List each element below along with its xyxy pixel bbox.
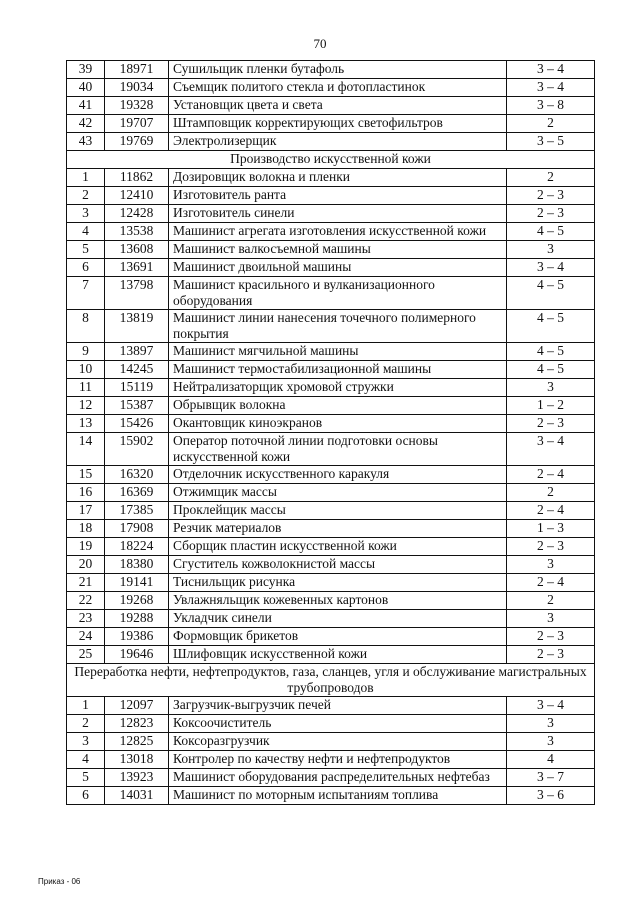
row-number: 4 [67, 223, 105, 241]
grade-range: 3 [507, 610, 595, 628]
table-row [67, 574, 595, 592]
table-row [67, 79, 595, 97]
professions-table [66, 60, 595, 805]
profession-name: Увлажняльщик кожевенных картонов [169, 592, 507, 610]
row-number: 10 [67, 361, 105, 379]
row-number: 43 [67, 133, 105, 151]
row-number: 16 [67, 484, 105, 502]
table-row [67, 61, 595, 79]
grade-range: 3 – 4 [507, 433, 595, 466]
profession-name: Оператор поточной линии подготовки основы искусственной кожи [169, 433, 507, 466]
profession-code: 13608 [105, 241, 169, 259]
table-row [67, 592, 595, 610]
row-number: 24 [67, 628, 105, 646]
row-number: 23 [67, 610, 105, 628]
table-row [67, 733, 595, 751]
profession-name: Коксоразгрузчик [169, 733, 507, 751]
grade-range: 3 [507, 241, 595, 259]
table-row [67, 538, 595, 556]
profession-code: 12428 [105, 205, 169, 223]
grade-range: 2 – 3 [507, 205, 595, 223]
row-number: 7 [67, 277, 105, 310]
grade-range: 3 – 8 [507, 97, 595, 115]
row-number: 12 [67, 397, 105, 415]
grade-range: 4 – 5 [507, 310, 595, 343]
profession-code: 19288 [105, 610, 169, 628]
table-row [67, 466, 595, 484]
row-number: 6 [67, 787, 105, 805]
profession-name: Машинист валкосъемной машины [169, 241, 507, 259]
row-number: 22 [67, 592, 105, 610]
table-row [67, 115, 595, 133]
row-number: 20 [67, 556, 105, 574]
profession-code: 13819 [105, 310, 169, 343]
row-number: 4 [67, 751, 105, 769]
grade-range: 3 [507, 379, 595, 397]
row-number: 17 [67, 502, 105, 520]
grade-range: 2 [507, 484, 595, 502]
table-row [67, 628, 595, 646]
row-number: 3 [67, 205, 105, 223]
grade-range: 3 – 4 [507, 697, 595, 715]
row-number: 1 [67, 169, 105, 187]
grade-range: 2 [507, 115, 595, 133]
profession-name: Изготовитель ранта [169, 187, 507, 205]
section-title: Производство искусственной кожи [67, 151, 595, 169]
profession-code: 19328 [105, 97, 169, 115]
profession-name: Окантовщик киноэкранов [169, 415, 507, 433]
grade-range: 2 – 4 [507, 466, 595, 484]
table-row [67, 715, 595, 733]
profession-code: 14031 [105, 787, 169, 805]
row-number: 11 [67, 379, 105, 397]
grade-range: 2 – 3 [507, 415, 595, 433]
row-number: 9 [67, 343, 105, 361]
profession-name: Контролер по качеству нефти и нефтепродуктов [169, 751, 507, 769]
table-row [67, 361, 595, 379]
profession-name: Машинист оборудования распределительных нефтебаз [169, 769, 507, 787]
profession-name: Обрывщик волокна [169, 397, 507, 415]
profession-name: Сгуститель кожволокнистой массы [169, 556, 507, 574]
profession-code: 16320 [105, 466, 169, 484]
row-number: 8 [67, 310, 105, 343]
profession-code: 13538 [105, 223, 169, 241]
table-row [67, 520, 595, 538]
profession-code: 19769 [105, 133, 169, 151]
profession-code: 17385 [105, 502, 169, 520]
grade-range: 3 – 7 [507, 769, 595, 787]
profession-code: 19034 [105, 79, 169, 97]
grade-range: 3 – 6 [507, 787, 595, 805]
table-row [67, 187, 595, 205]
profession-code: 12823 [105, 715, 169, 733]
table-row [67, 343, 595, 361]
profession-name: Шлифовщик искусственной кожи [169, 646, 507, 664]
table-row [67, 241, 595, 259]
profession-name: Штамповщик корректирующих светофильтров [169, 115, 507, 133]
profession-code: 13897 [105, 343, 169, 361]
profession-name: Изготовитель синели [169, 205, 507, 223]
profession-name: Машинист мягчильной машины [169, 343, 507, 361]
grade-range: 3 [507, 715, 595, 733]
grade-range: 2 – 3 [507, 646, 595, 664]
profession-code: 12825 [105, 733, 169, 751]
profession-name: Съемщик политого стекла и фотопластинок [169, 79, 507, 97]
section-header-row [67, 664, 595, 697]
profession-code: 18380 [105, 556, 169, 574]
row-number: 6 [67, 259, 105, 277]
table-row [67, 169, 595, 187]
profession-code: 13923 [105, 769, 169, 787]
table-row [67, 610, 595, 628]
grade-range: 1 – 3 [507, 520, 595, 538]
profession-code: 15119 [105, 379, 169, 397]
grade-range: 4 – 5 [507, 277, 595, 310]
profession-name: Машинист термостабилизационной машины [169, 361, 507, 379]
row-number: 13 [67, 415, 105, 433]
profession-code: 16369 [105, 484, 169, 502]
row-number: 18 [67, 520, 105, 538]
profession-code: 13691 [105, 259, 169, 277]
row-number: 5 [67, 769, 105, 787]
table-row [67, 97, 595, 115]
profession-code: 18971 [105, 61, 169, 79]
profession-name: Нейтрализаторщик хромовой стружки [169, 379, 507, 397]
profession-name: Сушильщик пленки бутафоль [169, 61, 507, 79]
table-row [67, 259, 595, 277]
profession-code: 13018 [105, 751, 169, 769]
table-row [67, 379, 595, 397]
row-number: 5 [67, 241, 105, 259]
table-row [67, 133, 595, 151]
row-number: 2 [67, 715, 105, 733]
grade-range: 2 – 4 [507, 574, 595, 592]
grade-range: 3 – 4 [507, 79, 595, 97]
table-row [67, 433, 595, 466]
grade-range: 4 – 5 [507, 343, 595, 361]
row-number: 3 [67, 733, 105, 751]
profession-code: 19707 [105, 115, 169, 133]
table-row [67, 502, 595, 520]
grade-range: 4 [507, 751, 595, 769]
row-number: 15 [67, 466, 105, 484]
profession-name: Машинист двоильной машины [169, 259, 507, 277]
row-number: 42 [67, 115, 105, 133]
row-number: 25 [67, 646, 105, 664]
table-row [67, 751, 595, 769]
profession-name: Машинист красильного и вулканизационного оборудования [169, 277, 507, 310]
table-row [67, 697, 595, 715]
grade-range: 4 – 5 [507, 361, 595, 379]
section-header-row [67, 151, 595, 169]
table-row [67, 277, 595, 310]
profession-name: Коксоочиститель [169, 715, 507, 733]
profession-name: Загрузчик-выгрузчик печей [169, 697, 507, 715]
row-number: 1 [67, 697, 105, 715]
grade-range: 2 – 3 [507, 538, 595, 556]
profession-code: 19141 [105, 574, 169, 592]
profession-code: 19646 [105, 646, 169, 664]
grade-range: 3 – 5 [507, 133, 595, 151]
grade-range: 2 [507, 169, 595, 187]
grade-range: 3 [507, 556, 595, 574]
grade-range: 4 – 5 [507, 223, 595, 241]
profession-name: Дозировщик волокна и пленки [169, 169, 507, 187]
grade-range: 3 – 4 [507, 61, 595, 79]
profession-name: Отделочник искусственного каракуля [169, 466, 507, 484]
table-row [67, 484, 595, 502]
table-row [67, 415, 595, 433]
profession-code: 15387 [105, 397, 169, 415]
profession-name: Сборщик пластин искусственной кожи [169, 538, 507, 556]
row-number: 2 [67, 187, 105, 205]
row-number: 14 [67, 433, 105, 466]
profession-name: Формовщик брикетов [169, 628, 507, 646]
section-title: Переработка нефти, нефтепродуктов, газа, сланцев, угля и обслуживание магистральных трубопроводов [67, 664, 595, 697]
profession-name: Резчик материалов [169, 520, 507, 538]
profession-code: 14245 [105, 361, 169, 379]
profession-name: Машинист агрегата изготовления искусственной кожи [169, 223, 507, 241]
grade-range: 2 – 4 [507, 502, 595, 520]
profession-code: 17908 [105, 520, 169, 538]
table-row [67, 310, 595, 343]
grade-range: 2 [507, 592, 595, 610]
table-row [67, 556, 595, 574]
profession-code: 19268 [105, 592, 169, 610]
profession-code: 15902 [105, 433, 169, 466]
profession-name: Отжимщик массы [169, 484, 507, 502]
table-row [67, 205, 595, 223]
profession-code: 13798 [105, 277, 169, 310]
profession-name: Электролизерщик [169, 133, 507, 151]
table-body [67, 61, 595, 805]
row-number: 41 [67, 97, 105, 115]
grade-range: 3 – 4 [507, 259, 595, 277]
profession-code: 15426 [105, 415, 169, 433]
profession-name: Проклейщик массы [169, 502, 507, 520]
row-number: 40 [67, 79, 105, 97]
grade-range: 2 – 3 [507, 187, 595, 205]
table-row [67, 223, 595, 241]
profession-name: Машинист линии нанесения точечного полимерного покрытия [169, 310, 507, 343]
profession-code: 19386 [105, 628, 169, 646]
table-row [67, 397, 595, 415]
profession-name: Машинист по моторным испытаниям топлива [169, 787, 507, 805]
grade-range: 2 – 3 [507, 628, 595, 646]
profession-code: 12410 [105, 187, 169, 205]
profession-code: 11862 [105, 169, 169, 187]
profession-name: Установщик цвета и света [169, 97, 507, 115]
profession-name: Укладчик синели [169, 610, 507, 628]
table-row [67, 646, 595, 664]
grade-range: 3 [507, 733, 595, 751]
row-number: 21 [67, 574, 105, 592]
grade-range: 1 – 2 [507, 397, 595, 415]
profession-name: Тиснильщик рисунка [169, 574, 507, 592]
row-number: 39 [67, 61, 105, 79]
page-number: 70 [313, 36, 327, 51]
footer-label: Приказ - 06 [38, 877, 81, 886]
table-row [67, 787, 595, 805]
profession-code: 12097 [105, 697, 169, 715]
table-row [67, 769, 595, 787]
row-number: 19 [67, 538, 105, 556]
profession-code: 18224 [105, 538, 169, 556]
